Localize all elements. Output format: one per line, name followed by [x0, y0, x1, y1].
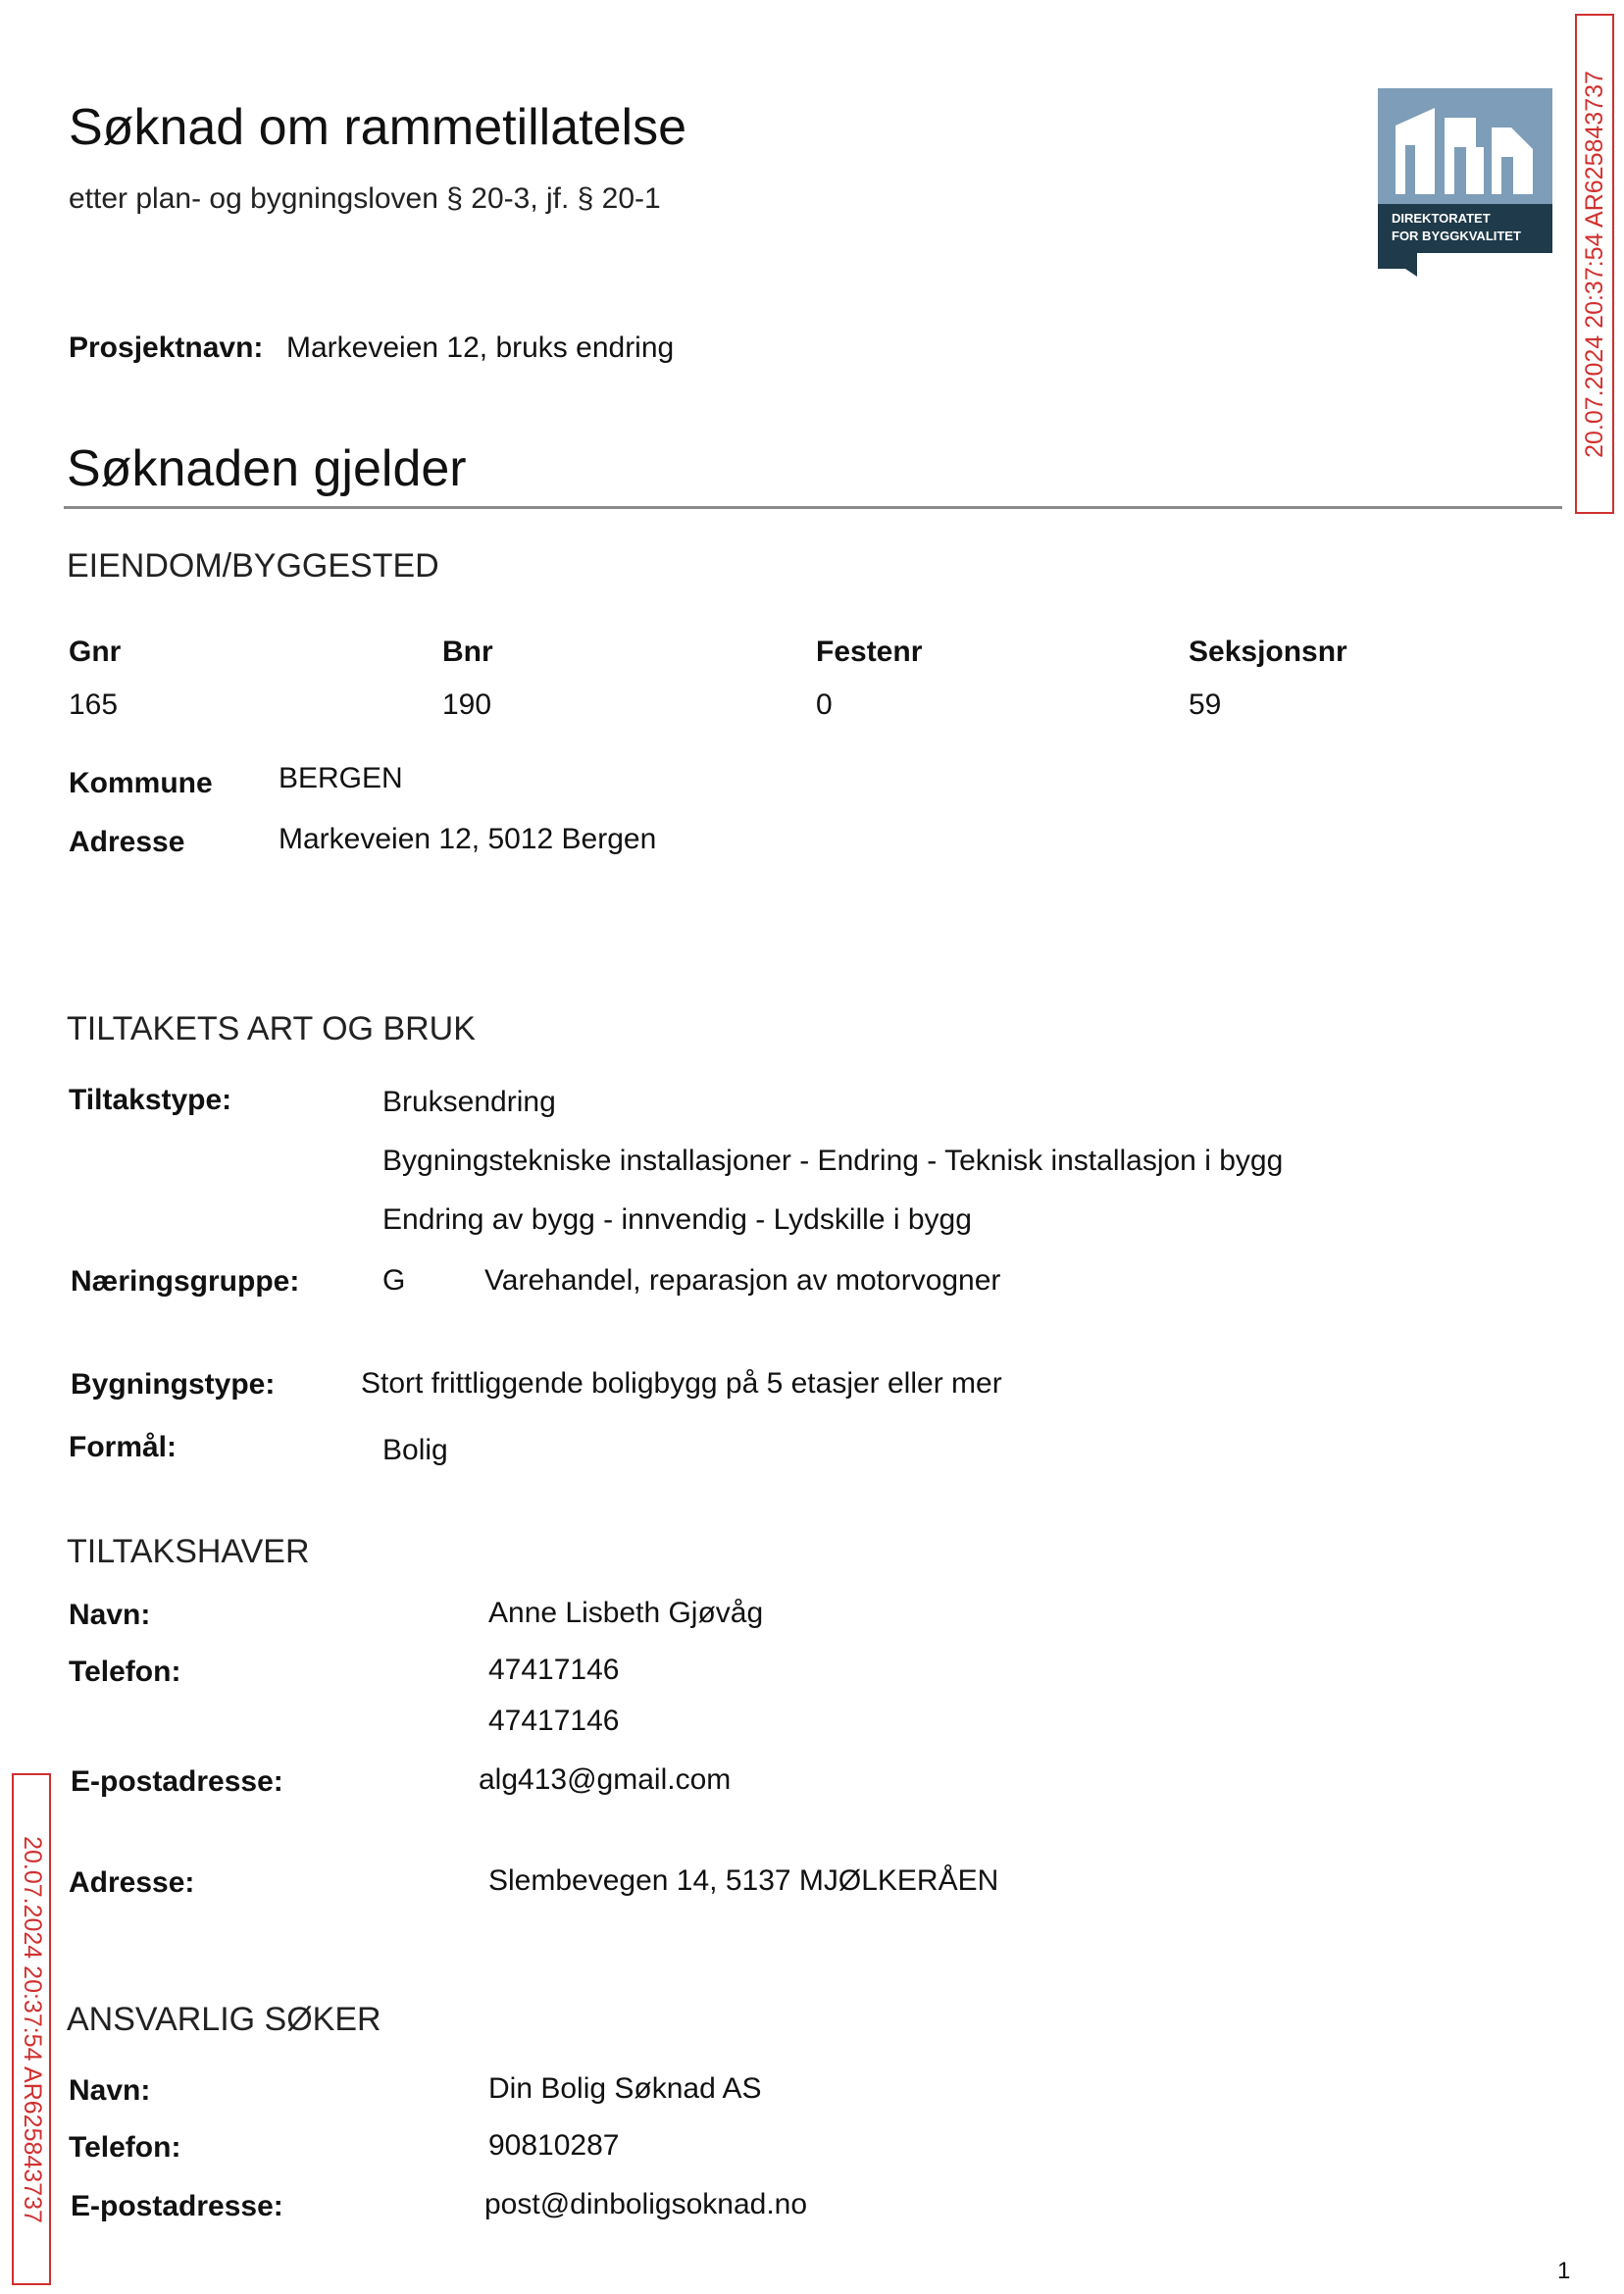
tiltakshaver-navn-label: Navn:	[69, 1599, 151, 1631]
timestamp-stamp-side: 20.07.2024 20:37:54 AR625843737	[12, 1773, 51, 2285]
tiltakshaver-heading: TILTAKSHAVER	[67, 1533, 310, 1570]
ansvarlig-epost-value: post@dinboligsoknad.no	[484, 2188, 808, 2220]
tiltakstype-item: Endring av bygg - innvendig - Lydskille i bygg	[382, 1203, 972, 1236]
bnr-value: 190	[442, 688, 492, 721]
bygningstype-value: Stort frittliggende boligbygg på 5 etasjer eller mer	[361, 1367, 1002, 1400]
page-number: 1	[1557, 2258, 1571, 2284]
tiltakshaver-telefon-value: 47417146	[488, 1654, 620, 1686]
ansvarlig-navn-value: Din Bolig Søknad AS	[488, 2072, 762, 2105]
tiltakshaver-epost-value: alg413@gmail.com	[479, 1763, 732, 1796]
tiltakshaver-telefon-value: 47417146	[488, 1705, 620, 1737]
seksjonsnr-label: Seksjonsnr	[1189, 636, 1347, 668]
page-subtitle: etter plan- og bygningsloven § 20-3, jf. § 20-1	[69, 182, 661, 215]
timestamp-stamp-top: 20.07.2024 20:37:54 AR625843737	[1575, 14, 1614, 514]
project-value: Markeveien 12, bruks endring	[286, 331, 675, 364]
adresse-value: Markeveien 12, 5012 Bergen	[279, 823, 657, 855]
dibk-logo-icon	[1378, 88, 1552, 277]
bygningstype-label: Bygningstype:	[71, 1368, 276, 1401]
kommune-value: BERGEN	[279, 762, 403, 794]
ansvarlig-soker-heading: ANSVARLIG SØKER	[67, 2001, 381, 2038]
tiltakshaver-adresse-value: Slembevegen 14, 5137 MJØLKERÅEN	[488, 1864, 999, 1897]
bnr-label: Bnr	[442, 636, 493, 668]
adresse-label: Adresse	[69, 826, 185, 858]
tiltakshaver-adresse-label: Adresse:	[69, 1866, 195, 1899]
festenr-label: Festenr	[816, 636, 923, 668]
ansvarlig-telefon-value: 90810287	[488, 2129, 620, 2162]
kommune-label: Kommune	[69, 767, 213, 799]
gnr-value: 165	[69, 688, 119, 721]
naeringsgruppe-code: G	[382, 1264, 406, 1297]
tiltakstype-label: Tiltakstype:	[69, 1084, 232, 1116]
logo-text-line2: FOR BYGGKVALITET	[1392, 229, 1521, 243]
festenr-value: 0	[816, 688, 833, 721]
formal-value: Bolig	[382, 1434, 448, 1466]
formal-label: Formål:	[69, 1431, 178, 1463]
section-title: Søknaden gjelder	[67, 440, 467, 497]
tiltakshaver-epost-label: E-postadresse:	[71, 1765, 283, 1798]
ansvarlig-telefon-label: Telefon:	[69, 2131, 181, 2164]
section-divider	[64, 506, 1562, 509]
gnr-label: Gnr	[69, 636, 122, 668]
page-title: Søknad om rammetillatelse	[69, 99, 686, 156]
logo-text-line1: DIREKTORATET	[1392, 211, 1491, 226]
eiendom-heading: EIENDOM/BYGGESTED	[67, 547, 439, 585]
ansvarlig-epost-label: E-postadresse:	[71, 2190, 283, 2222]
naeringsgruppe-label: Næringsgruppe:	[71, 1265, 300, 1298]
dibk-logo	[1378, 88, 1552, 277]
tiltak-heading: TILTAKETS ART OG BRUK	[67, 1010, 476, 1047]
tiltakshaver-navn-value: Anne Lisbeth Gjøvåg	[488, 1597, 764, 1629]
tiltakstype-item: Bruksendring	[382, 1086, 556, 1118]
naeringsgruppe-text: Varehandel, reparasjon av motorvogner	[484, 1264, 1001, 1297]
seksjonsnr-value: 59	[1189, 688, 1222, 721]
ansvarlig-navn-label: Navn:	[69, 2074, 151, 2107]
tiltakshaver-telefon-label: Telefon:	[69, 1656, 181, 1688]
project-label: Prosjektnavn:	[69, 331, 264, 364]
tiltakstype-item: Bygningstekniske installasjoner - Endring - Teknisk installasjon i bygg	[382, 1145, 1284, 1177]
